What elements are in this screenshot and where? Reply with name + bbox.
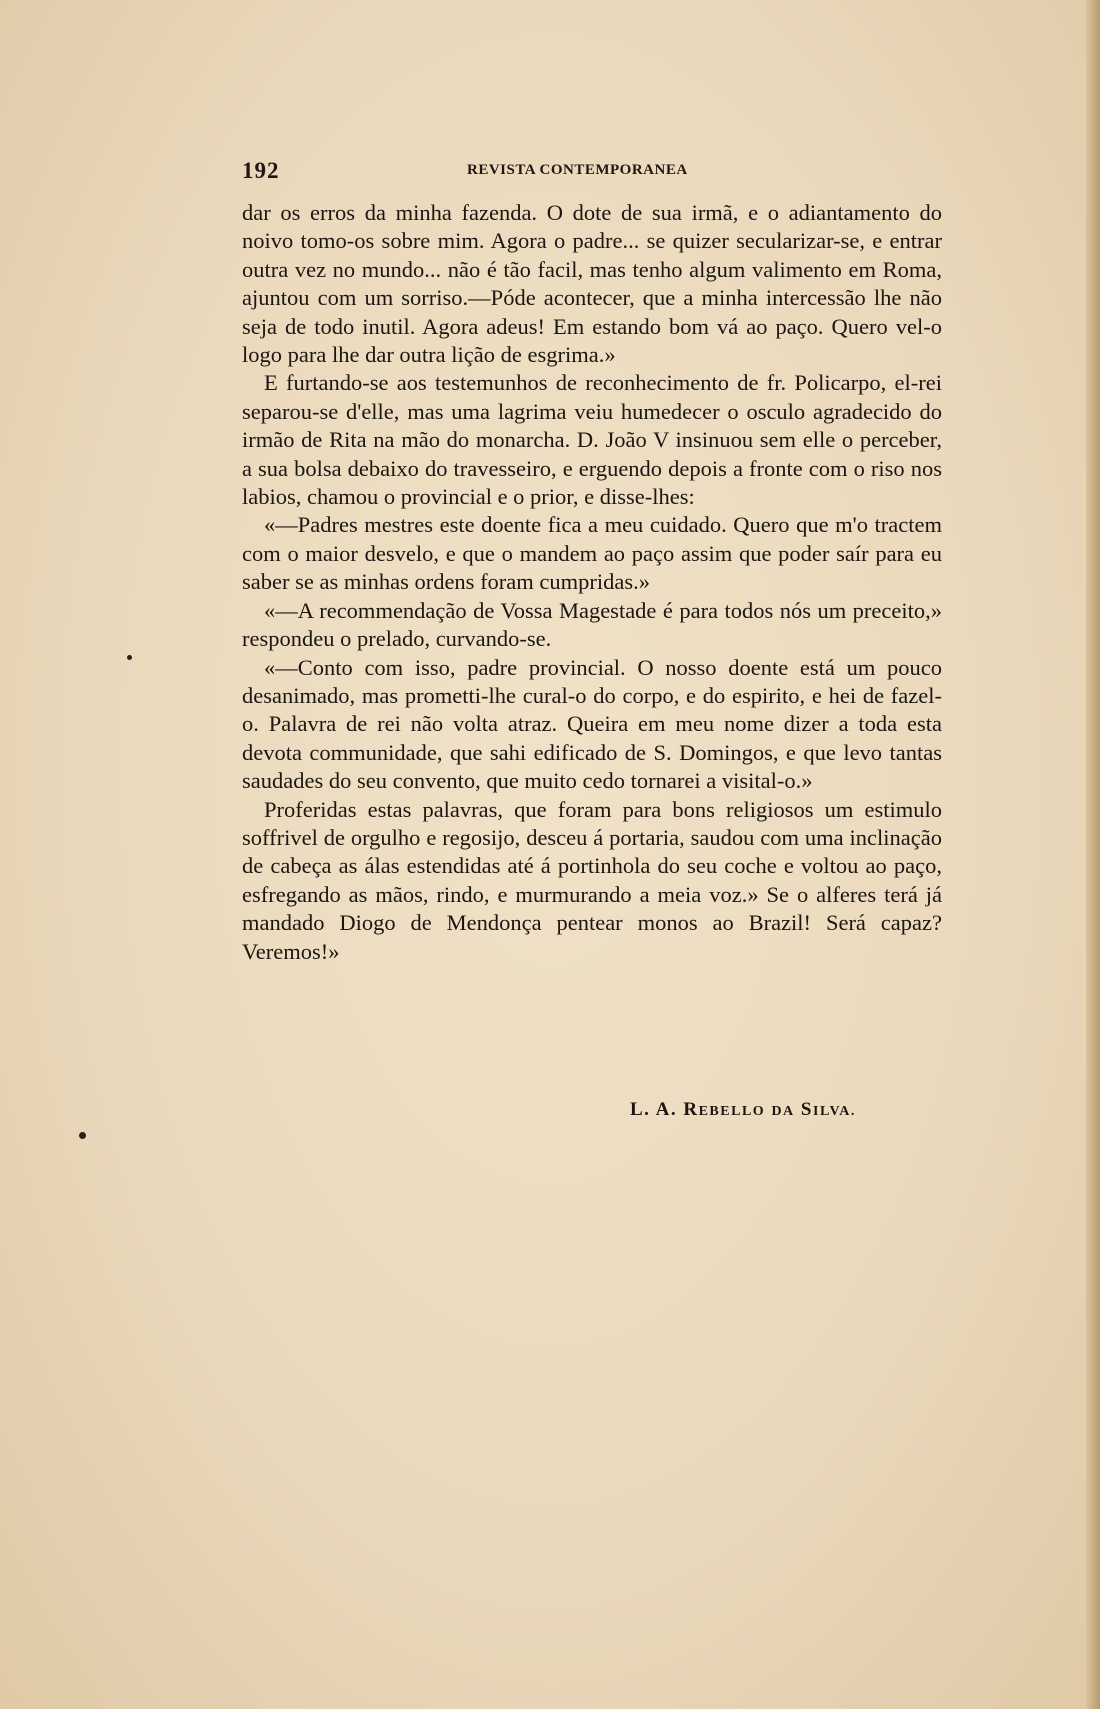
author-particle: DA (771, 1104, 795, 1119)
author-surname-2: SILVA. (800, 1099, 856, 1120)
paper-speck (127, 655, 132, 660)
author-surname-1: REBELLO (683, 1099, 766, 1120)
paragraph: dar os erros da minha fazenda. O dote de sua irmã, e o adiantamento do noivo tomo-os sobre mim. Agora o padre... se quizer secularizar-se, e entrar outra vez no mundo... não é tão facil, mas tenho algum valimento em Roma, ajuntou com um sorriso.—Póde acontecer, que a minha intercessão lhe não seja de todo inutil. Agora adeus! Em estando bom vá ao paço. Quero vel-o logo para lhe dar outra lição de esgrima.» (242, 200, 942, 368)
paragraph: «—A recommendação de Vossa Magestade é para todos nós um preceito,» respondeu o prelado, curvando-se. (242, 597, 942, 652)
paragraph: E furtando-se aos testemunhos de reconhecimento de fr. Policarpo, el-rei separou-se d'elle, mas uma lagrima veiu humedecer o osculo agradecido do irmão de Rita na mão do monarcha. D. João V insinuou sem elle o perceber, a sua bolsa debaixo do travesseiro, e erguendo depois a fronte com o riso nos labios, chamou o provincial e o prior, e disse-lhes: (242, 370, 942, 510)
body-text (242, 199, 942, 966)
paragraph: Proferidas estas palavras, que foram para bons religiosos um estimulo soffrivel de orgulho e regosijo, desceu á portaria, saudou com uma inclinação de cabeça as álas estendidas até á portinhola do seu coche e voltou ao paço, esfregando as mãos, rindo, e murmurando a meia voz.» Se o alferes terá já mandado Diogo de Mendonça pentear monos ao Brazil! Será capaz? Veremos!» (242, 796, 942, 964)
author-signature (630, 1099, 930, 1121)
page-number: 192 (242, 158, 280, 183)
page-header (242, 158, 942, 184)
paper-speck (79, 1132, 86, 1139)
page-edge-shadow (1086, 0, 1100, 1709)
paragraph: «—Conto com isso, padre provincial. O nosso doente está um pouco desanimado, mas prometti-lhe cural-o do corpo, e do espirito, e hei de fazel-o. Palavra de rei não volta atraz. Queira em meu nome dizer a toda esta devota communidade, que sahi edificado de S. Domingos, e que levo tantas saudades do seu convento, que muito cedo tornarei a visital-o.» (242, 654, 942, 794)
author-initials: L. A. (630, 1099, 678, 1120)
paragraph: «—Padres mestres este doente fica a meu cuidado. Quero que m'o tractem com o maior desvelo, e que o mandem ao paço assim que poder saír para eu saber se as minhas ordens foram cumpridas.» (242, 512, 942, 595)
running-title: REVISTA CONTEMPORANEA (467, 162, 688, 178)
